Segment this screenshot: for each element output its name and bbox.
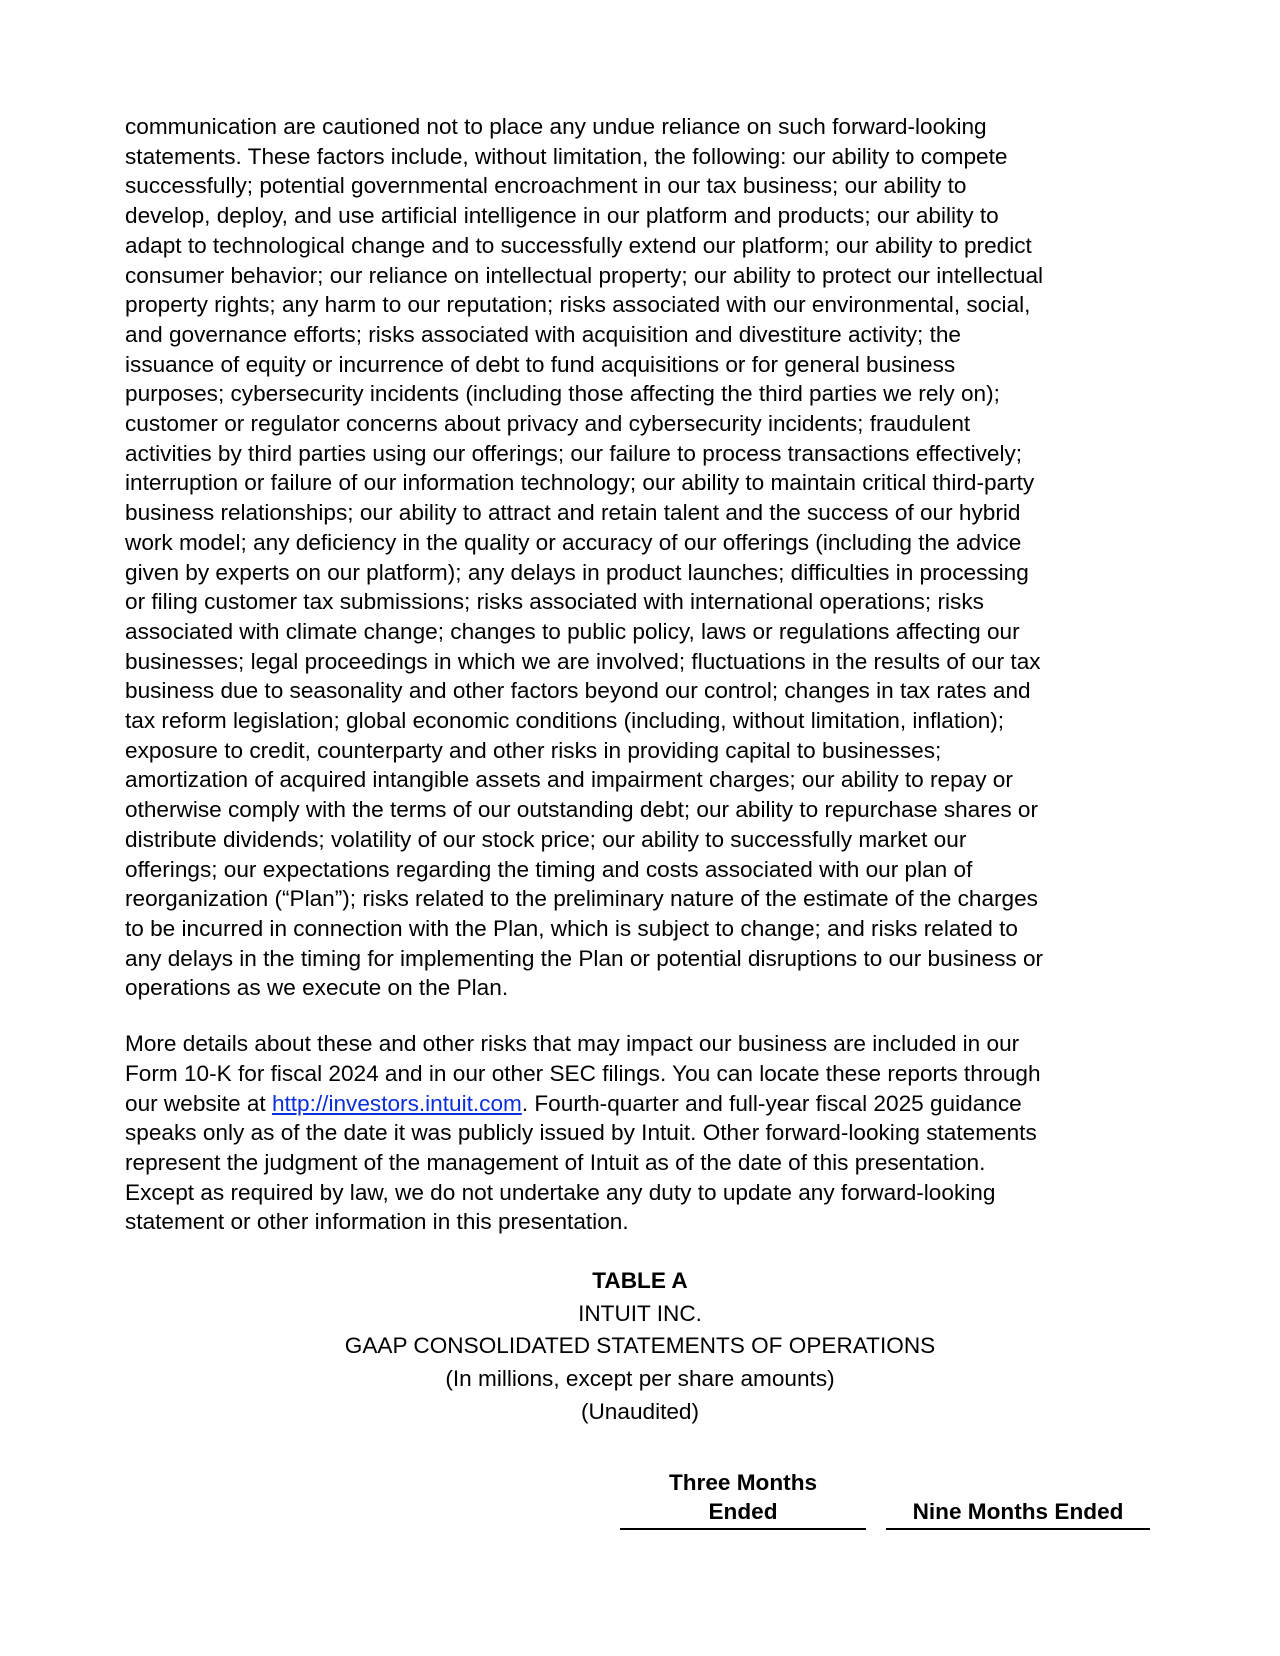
column-header-line: Ended [708, 1499, 778, 1524]
text-line: activities by third parties using our offerings; our failure to process transactions effectively; [125, 440, 1023, 466]
text-line: associated with climate change; changes to public policy, laws or regulations affecting our [125, 618, 1020, 644]
text-line: represent the judgment of the management of Intuit as of the date of this presentation. [125, 1149, 986, 1175]
text-line: operations as we execute on the Plan. [125, 975, 509, 1001]
units-note: (In millions, except per share amounts) [445, 1366, 835, 1392]
text-line: tax reform legislation; global economic conditions (including, without limitation, inflation); [125, 708, 1005, 734]
text-line: businesses; legal proceedings in which we are involved; fluctuations in the results of our tax [125, 648, 1041, 674]
text-line: issuance of equity or incurrence of debt to fund acquisitions or for general business [125, 351, 956, 377]
table-heading [0, 1265, 1280, 1429]
text-line: business relationships; our ability to attract and retain talent and the success of our hybrid [125, 500, 1021, 526]
text-line: to be incurred in connection with the Plan, which is subject to change; and risks related to [125, 915, 1018, 941]
text-line: customer or regulator concerns about privacy and cybersecurity incidents; fraudulent [125, 411, 971, 437]
text-line: speaks only as of the date it was publicly issued by Intuit. Other forward-looking statements [125, 1120, 1037, 1146]
text-segment: . Fourth-quarter and full-year fiscal 2025 guidance [521, 1090, 1022, 1116]
text-line: Form 10-K for fiscal 2024 and in our other SEC filings. You can locate these reports through [125, 1060, 1041, 1086]
text-segment: our website at [125, 1090, 272, 1116]
text-line: exposure to credit, counterparty and other risks in providing capital to businesses; [125, 737, 942, 763]
text-line: given by experts on our platform); any delays in product launches; difficulties in processing [125, 559, 1029, 585]
company-name: INTUIT INC. [578, 1300, 702, 1326]
text-line: consumer behavior; our reliance on intellectual property; our ability to protect our intellectual [125, 262, 1044, 288]
column-header-line: Three Months [668, 1470, 818, 1495]
investors-website-link[interactable]: http://investors.intuit.com [271, 1090, 522, 1116]
text-line: work model; any deficiency in the quality or accuracy of our offerings (including the advice [125, 529, 1022, 555]
text-line: statement or other information in this presentation. [125, 1209, 629, 1235]
text-line: communication are cautioned not to place any undue reliance on such forward-looking [125, 114, 987, 139]
text-line: interruption or failure of our information technology; our ability to maintain critical third-party [125, 470, 1035, 496]
document-body [125, 112, 1155, 1237]
text-line [125, 1089, 1155, 1119]
text-line: business due to seasonality and other factors beyond our control; changes in tax rates and [125, 678, 1031, 704]
table-title: TABLE A [592, 1268, 688, 1293]
text-line: Except as required by law, we do not undertake any duty to update any forward-looking [125, 1179, 996, 1205]
text-line: property rights; any harm to our reputation; risks associated with our environmental, social, [125, 292, 1031, 318]
text-line: amortization of acquired intangible assets and impairment charges; our ability to repay or [125, 767, 1013, 793]
text-line: otherwise comply with the terms of our outstanding debt; our ability to repurchase shares or [125, 797, 1038, 823]
sec-filings-paragraph [125, 1029, 1155, 1237]
text-line: distribute dividends; volatility of our stock price; our ability to successfully market our [125, 826, 967, 852]
column-header-nine-months [886, 1497, 1150, 1526]
column-underline [620, 1528, 866, 1530]
text-line: purposes; cybersecurity incidents (including those affecting the third parties we rely on); [125, 381, 1000, 407]
text-line: statements. These factors include, without limitation, the following: our ability to compete [125, 143, 1008, 169]
statement-name: GAAP CONSOLIDATED STATEMENTS OF OPERATIONS [344, 1333, 936, 1359]
column-underline [886, 1528, 1150, 1530]
text-line: adapt to technological change and to successfully extend our platform; our ability to predict [125, 232, 1032, 258]
text-line: More details about these and other risks that may impact our business are included in our [125, 1031, 1020, 1057]
text-line: develop, deploy, and use artificial intelligence in our platform and products; our ability to [125, 203, 999, 229]
text-line: offerings; our expectations regarding the timing and costs associated with our plan of [125, 856, 973, 882]
column-header-three-months [620, 1468, 866, 1526]
text-line: or filing customer tax submissions; risks associated with international operations; risks [125, 589, 984, 615]
text-line: any delays in the timing for implementing the Plan or potential disruptions to our business or [125, 945, 1044, 971]
audit-note: (Unaudited) [580, 1398, 700, 1424]
forward-looking-risk-factors-paragraph [125, 112, 1155, 1003]
text-line: reorganization (“Plan”); risks related to the preliminary nature of the estimate of the charges [125, 886, 1038, 912]
text-line: successfully; potential governmental encroachment in our tax business; our ability to [125, 173, 967, 199]
text-line: and governance efforts; risks associated with acquisition and divestiture activity; the [125, 321, 961, 347]
column-header-line: Nine Months Ended [912, 1499, 1124, 1524]
